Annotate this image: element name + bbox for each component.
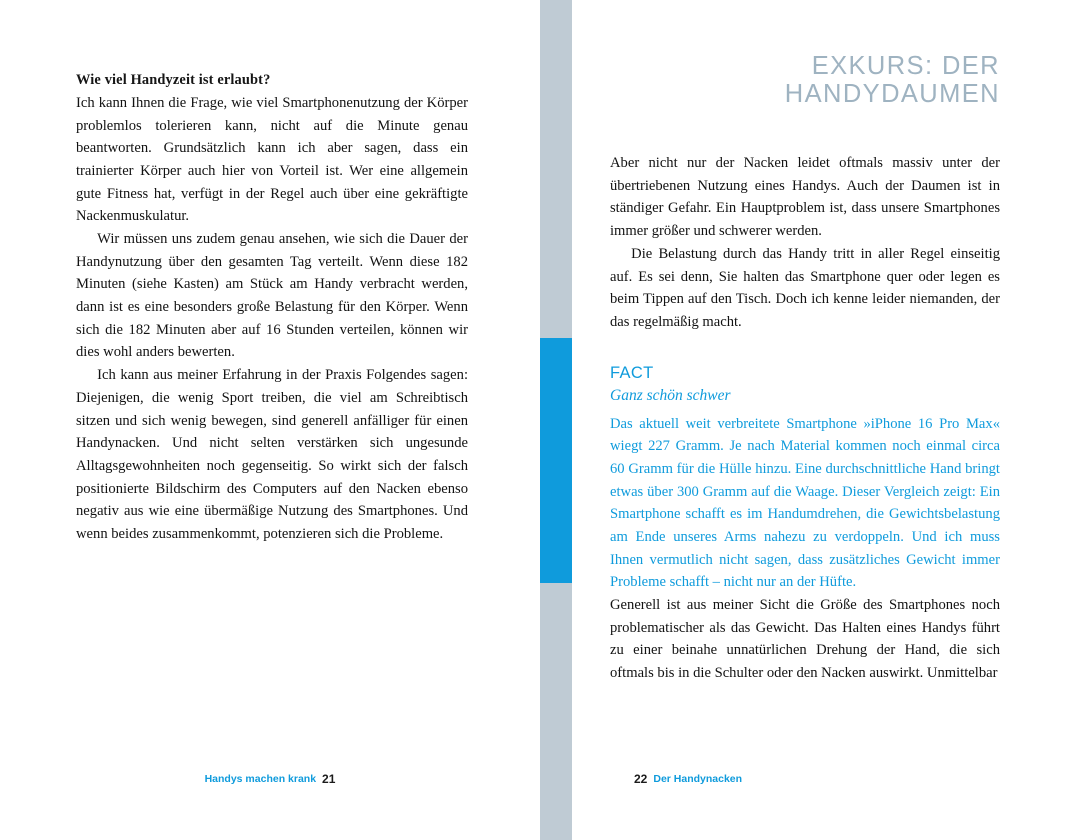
paragraph: Ich kann aus meiner Erfahrung in der Praxis Folgendes sagen: Diejenigen, die wenig Sport treiben, die viel am Schreibtisch sitzen und sich wenig bewegen, sind generell anfälliger für einen Handynacken. Und nicht selten verstärken sich ungesunde Alltagsgewohnheiten noch gegenseitig. So wirkt sich der falsch positionierte Bildschirm des Computers auf den Nacken ebenso negativ aus wie eine übermäßige Nutzung des Smartphones. Und wenn beides zusammenkommt, potenzieren sich die Probleme. xyxy=(76,367,468,542)
fact-box-subtitle: Ganz schön schwer xyxy=(610,386,731,404)
chapter-title: EXKURS: DER HANDYDAUMEN xyxy=(784,52,1000,109)
spine-accent-bar xyxy=(540,338,572,583)
page-number: 21 xyxy=(322,772,336,786)
fact-box-label: FACT xyxy=(610,363,654,382)
fact-box-text: Das aktuell weit verbreitete Smartphone »iPhone 16 Pro Max« wiegt 227 Gramm. Je nach Material kommen noch einmal circa 60 Gramm für die Hülle hinzu. Eine durchschnittliche Hand bringt etwas über 300 Gramm auf die Waage. Dieser Vergleich zeigt: Ein Smartphone schafft es im Handumdrehen, die Gewichtsbelastung am Ende unseres Arms nahezu zu verdoppeln. Und ich muss Ihnen vermutlich nicht sagen, dass zusätzliches Gewicht immer Probleme schafft – nicht nur an der Hüfte. xyxy=(610,415,1000,591)
right-page xyxy=(572,0,1080,840)
running-head: Handys machen krank xyxy=(204,773,317,785)
running-head: Der Handynacken xyxy=(653,773,743,785)
right-page-footer xyxy=(572,772,934,786)
paragraph: Generell ist aus meiner Sicht die Größe des Smartphones noch problematischer als das Gewicht. Das Halten eines Handys führt zu einer beinahe unnatürlichen Drehung der Hand, die sich oftmals bis in die Schulter oder den Nacken auswirkt. Unmittelbar xyxy=(610,597,1000,682)
left-page-footer xyxy=(0,772,540,786)
paragraph: Die Belastung durch das Handy tritt in aller Regel einseitig auf. Es sei denn, Sie halten das Smartphone quer oder legen es beim Tippen auf den Tisch. Doch ich kenne leider niemanden, der das regelmäßig macht. xyxy=(610,245,1000,330)
left-page-subhead: Wie viel Handyzeit ist erlaubt? xyxy=(76,72,271,88)
paragraph: Ich kann Ihnen die Frage, wie viel Smartphonenutzung der Körper problemlos tolerieren kann, nicht auf die Minute genau beantworten. Grundsätzlich kann ich aber sagen, dass ein trainierter Körper auch hier von Vorteil ist. Wer eine allgemein gute Fitness hat, verfügt in der Regel auch über eine gekräftigte Nackenmuskulatur. xyxy=(76,94,468,225)
page-number: 22 xyxy=(634,772,648,786)
fact-box xyxy=(610,364,1000,595)
paragraph: Aber nicht nur der Nacken leidet oftmals massiv unter der übertriebenen Nutzung eines Handys. Auch der Daumen ist in ständiger Gefahr. Ein Hauptproblem ist, dass unsere Smartphones immer größer und schwerer werden. xyxy=(610,155,1000,240)
paragraph: Wir müssen uns zudem genau ansehen, wie sich die Dauer der Handynutzung über den gesamten Tag verteilt. Wenn diese 182 Minuten (siehe Kasten) am Stück am Handy verbracht werden, dann ist es eine besonders große Belastung für den Körper. Wenn sich die 182 Minuten aber auf 16 Stunden verteilen, können wir dies wohl anders bewerten. xyxy=(76,231,468,361)
